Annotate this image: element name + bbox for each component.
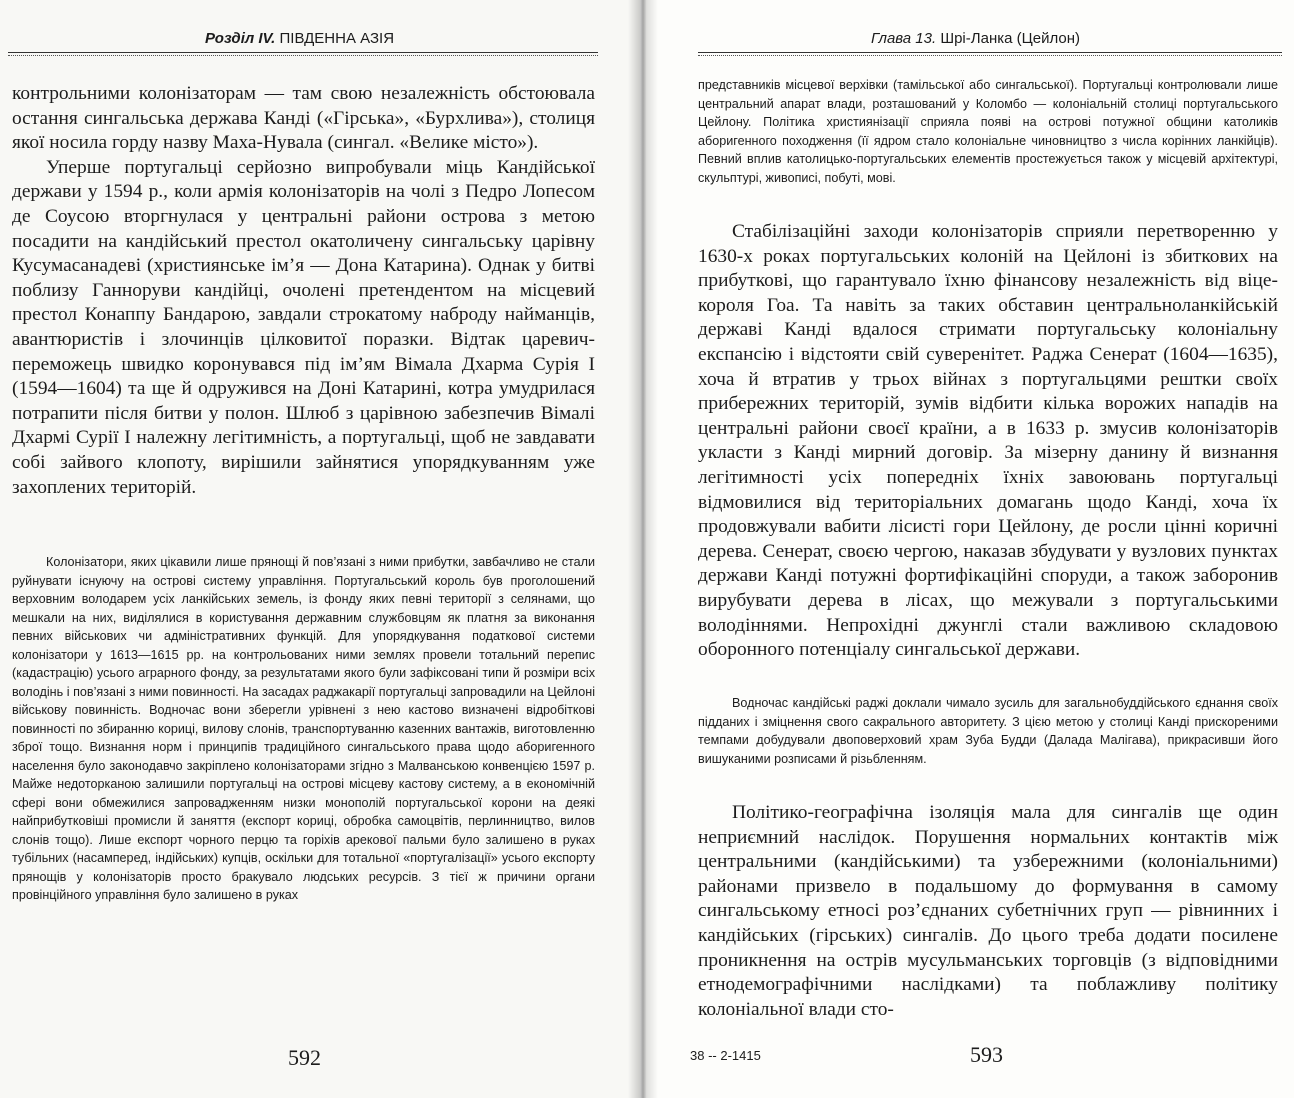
left-header-rule xyxy=(8,52,598,56)
right-page xyxy=(646,0,1294,1098)
right-page-number: 593 xyxy=(970,1042,1003,1067)
right-paragraph-2: Політико-географічна ізоляція мала для сингалів ще один неприємний наслідок. Порушення нормальних контактів між центральними (кандійськими) та узбережними (колоніальними) районами призвело в подальшому до формування в самому сингальському етносі роз’єднаних субетнічних груп — рівнинних і кандійських (гірських) сингалів. До цього треба додати посилене проникнення на острів мусульманських торговців (з відповідними етнодемографічними наслідками) та поблажливу політику колоніальної влади сто- xyxy=(698,802,1278,1020)
left-page xyxy=(0,0,640,1098)
right-paragraph-1: Стабілізаційні заходи колонізаторів сприяли перетворенню у 1630-х роках португальських колоній на Цейлоні із збиткових на прибуткові, що гарантувало їхню фінансову незалежність від віце-короля Гоа. Та навіть за таких обставин центральноланкійській державі Канді вдалося стримати португальську колоніальну експансію і відстояти свій суверенітет. Раджа Сенерат (1604—1635), хоча й втратив у трьох війнах з португальцями рештки своїх прибережних територій, зумів відбити кілька ворожих нападів на центральні райони своєї країни, а в 1633 р. змусив колонізаторів укласти з Канді мирний договір. За мізерну данину й визнання легітимності усіх попередніх їхніх завоювань португальці відмовилися від територіальних домагань щодо Канді, хоча їх продовжували вабити лісисті гори Цейлону, де росли цінні коричні дерева. Сенерат, своєю чергою, наказав збудувати у вузлових пунктах держави Канді потужні фортифікаційні споруди, а також заборонив вирубувати дерева в лісах, що межували з португальськими володіннями. Непрохідні джунглі стали важливою складовою оборонного потенціалу сингальської держави. xyxy=(698,221,1278,661)
right-header-title: Шрі-Ланка (Цейлон) xyxy=(940,30,1080,47)
left-header-title: ПІВДЕННА АЗІЯ xyxy=(279,30,395,47)
right-running-header xyxy=(871,30,1080,47)
left-small-print xyxy=(12,553,595,905)
left-paragraph-1: контрольними колонізаторам — там свою незалежність обстоювала остання сингальська держава Канді («Гірська», «Бурхлива»), столиця якої носила горду назву Маха-Нувала (сингал. «Велике місто»). xyxy=(12,83,595,154)
left-small-paragraph: Колонізатори, яких цікавили лише прянощі й пов’язані з ними прибутки, завбачливо не стали руйнувати існуючу на острові систему управління. Португальський король був проголошений верховним володарем усіх ланкійських земель, із фонду яких певні території з селянами, що мешкали на них, виділялися в користування державним службовцям як платня за виконання певних військових чи адміністративних функцій. Для упорядкування податкової системи колонізатори у 1613—1615 рр. на контрольованих ними землях провели тотальний перепис (кадастрацію) усього аграрного фонду, за результатами якого були зафіксовані типи й розміри всіх володінь і пов’язані з ними повинності. На засадах раджакарії португальці запровадили на Цейлоні військову повинність. Водночас вони зберегли урівнені з нею кастово визначені відробіткові повинності по збиранню кориці, вилову слонів, транспортуванню казенних вантажів, виготовленню зброї тощо. Визнання норм і принципів традиційного сингальського права щодо аборигенного населення було законодавчо закріплено колонізаторами згідно з Малванською конвенцією 1597 р. Майже недоторканою залишили португальці на острові місцеву кастову систему, а в економічній сфері вони обмежилися запровадженням низки монополій португальської корони на деякі найприбутковіші промисли й заняття (експорт кориці, обробка самоцвітів, перлинництво, вилов слонів тощо). Лише експорт чорного перцю та горіхів арекової пальми було залишено в руках тубільних (насамперед, індійських) купців, оскільки для тотальної «португалізації» усього експорту прянощів у колонізаторів просто бракувало людських ресурсів. З тієї ж причини органи провінційного управління було залишено в руках xyxy=(12,555,595,902)
left-page-number: 592 xyxy=(288,1045,321,1070)
right-header-rule xyxy=(698,52,1282,56)
right-small-print-2 xyxy=(698,694,1278,768)
right-small-paragraph-1: представників місцевої верхівки (тамільської або сингальської). Португальці контролювали лише центральний апарат влади, розташований у Коломбо — колоніальній столиці португальського Цейлону. Політика християнізації сприяла появі на острові потужної общини католиків аборигенного походження (її ядром стало колоніальне чиновництво з числа корінних ланкійців). Певний вплив католицько-португальських елементів простежується також у місцевій архітектурі, скульптурі, живописі, побуті, мові. xyxy=(698,78,1278,185)
right-small-print-1 xyxy=(698,76,1278,187)
signature-mark: 38 -- 2-1415 xyxy=(690,1048,761,1063)
right-main-text-2 xyxy=(698,801,1278,1022)
book-gutter xyxy=(628,0,658,1098)
right-main-text-1 xyxy=(698,220,1278,663)
left-header-section: Розділ IV. xyxy=(205,30,276,47)
left-paragraph-2: Уперше португальці серйозно випробували міць Кандійської держави у 1594 р., коли армія колонізаторів на чолі з Педро Лопесом де Соусою вторгнулася у центральні райони острова з метою посадити на кандійський престол окатоличену сингальську царівну Кусумасанадеві (християнське ім’я — Дона Катарина). Однак у битві поблизу Ганноруви кандійці, очолені претендентом на місцевий престол Конаппу Бандарою, завдали строкатому наброду найманців, авантюристів і злочинців цілковитої поразки. Відтак царевич-переможець швидко коронувався під ім’ям Вімала Дхарма Сурія І (1594—1604) та ще й одружився на Доні Катарині, котра умудрилася потрапити після битви у полон. Шлюб з царівною забезпечив Вімалі Дхармі Сурії І належну легітимність, а португальці, щоб не завдавати собі зайвого клопоту, вирішили зайнятися упорядкуванням уже захоплених територій. xyxy=(12,156,595,498)
right-header-section: Глава 13. xyxy=(871,30,937,47)
left-main-text xyxy=(12,82,595,500)
right-small-paragraph-2: Водночас кандійські раджі доклали чимало зусиль для загальнобуддійського єднання своїх підданих і зміцнення свого сакрального авторитету. З цією метою у столиці Канді прискореними темпами добудували двоповерховий храм Зуба Будди (Далада Малігава), прикрасивши його вишуканими розписами й різьбленням. xyxy=(698,696,1278,766)
left-running-header xyxy=(205,30,394,47)
